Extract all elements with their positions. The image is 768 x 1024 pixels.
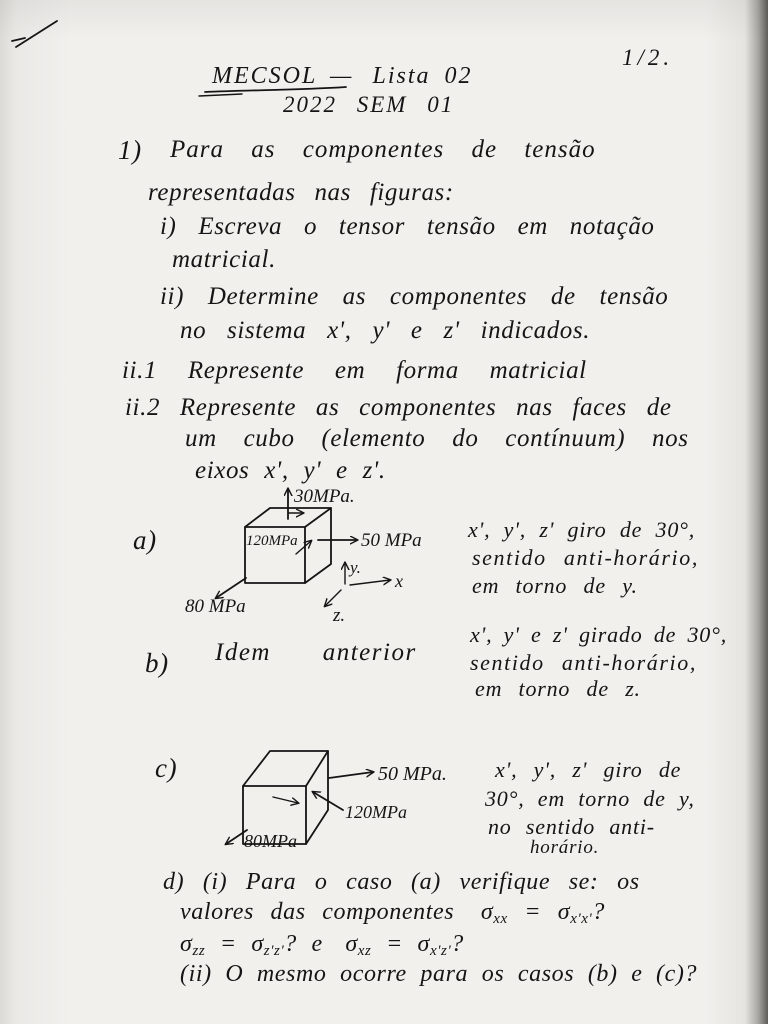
c-stress-bottom-label: 80MPa xyxy=(244,831,297,851)
subscript: xz xyxy=(357,943,372,959)
case-c-note-line-3: no sentido anti- xyxy=(488,814,655,839)
axis-a-x-arrow xyxy=(350,580,390,585)
subscript: xx xyxy=(493,911,508,927)
c-stress-shear-label: 120MPa xyxy=(345,802,407,822)
equation-sigma-xz xyxy=(345,931,464,957)
question-mark: ? xyxy=(284,931,297,957)
case-b-note-line-1: x', y' e z' girado de 30°, xyxy=(470,622,728,647)
item-ii-line-2: no sistema x', y' e z' indicados. xyxy=(180,317,591,344)
a-stress-top-label: 30MPa. xyxy=(294,486,355,507)
question-d-line-3 xyxy=(180,931,464,959)
equals-sign: = xyxy=(386,931,403,957)
question-d-line-2 xyxy=(180,899,605,927)
semester: 2022 SEM 01 xyxy=(283,92,455,117)
case-a-note-line-2: sentido anti-horário, xyxy=(472,545,699,570)
subscript: x'x' xyxy=(570,911,593,927)
sigma-symbol: σ xyxy=(417,931,430,957)
axis-a-z-arrow xyxy=(325,590,341,606)
equation-sigma-xx xyxy=(481,899,605,925)
case-a-note-line-1: x', y', z' giro de 30°, xyxy=(468,517,696,542)
page-number: 1/2. xyxy=(622,45,674,70)
case-c-note-line-4: horário. xyxy=(530,837,600,858)
sigma-symbol: σ xyxy=(557,899,571,925)
axis-a-x-label: x xyxy=(395,571,403,591)
subscript: z'z' xyxy=(263,943,285,959)
equals-sign: = xyxy=(219,931,237,957)
arrow-a-bottom-stress xyxy=(216,578,246,598)
axes-a xyxy=(325,558,403,626)
arrow-c-right-stress xyxy=(329,772,373,778)
item-ii-2-line-3: eixos x', y' e z'. xyxy=(195,457,386,484)
case-b-label: b) xyxy=(145,648,169,678)
item-ii-2-line-2: um cubo (elemento do contínuum) nos xyxy=(185,425,689,452)
axis-a-y-label: y. xyxy=(350,558,361,577)
question-d-line-1 xyxy=(163,870,640,894)
title-line xyxy=(212,64,473,88)
cube-c-right-face xyxy=(306,751,328,844)
c-stress-right-label: 50 MPa. xyxy=(378,763,447,785)
conjunction: e xyxy=(311,931,323,957)
list-name: Lista 02 xyxy=(372,63,473,89)
sigma-symbol: σ xyxy=(251,931,264,957)
subscript: x'z' xyxy=(429,943,452,959)
title-dash: — xyxy=(329,63,352,89)
case-c-note-line-2: 30°, em torno de y, xyxy=(485,786,695,811)
question-mark: ? xyxy=(592,899,605,925)
cube-c-top-face xyxy=(243,751,328,786)
case-c-label: c) xyxy=(155,753,178,783)
check-mark-icon xyxy=(12,21,57,47)
item-i-line-2: matricial. xyxy=(172,246,276,273)
question-intro-line-1: Para as componentes de tensão xyxy=(170,136,596,163)
course-name: MECSOL xyxy=(212,63,318,89)
a-stress-bottom-label: 80 MPa xyxy=(185,596,246,617)
equation-sigma-zz xyxy=(180,931,297,957)
case-b-text: Idem anterior xyxy=(215,639,417,666)
case-b-note-line-2: sentido anti-horário, xyxy=(470,650,697,675)
question-d-text-2: valores das componentes xyxy=(180,899,455,925)
sigma-symbol: σ xyxy=(180,931,193,957)
case-a-note-line-3: em torno de y. xyxy=(472,573,638,598)
case-b-note-line-3: em torno de z. xyxy=(475,676,641,701)
arrow-a-front-shear xyxy=(296,541,311,554)
axis-a-z-label: z. xyxy=(333,605,346,626)
a-stress-front-label: 120MPa xyxy=(246,533,298,549)
question-number: 1) xyxy=(118,135,142,165)
question-d-label: d) xyxy=(163,869,185,895)
title-underline-stroke xyxy=(199,94,242,96)
a-stress-right-label: 50 MPa xyxy=(361,530,422,551)
case-c-note-line-1: x', y', z' giro de xyxy=(495,757,682,782)
case-a-label: a) xyxy=(133,525,157,555)
item-i-line-1: i) Escreva o tensor tensão em notação xyxy=(160,213,655,240)
subscript: zz xyxy=(192,943,206,959)
sigma-symbol: σ xyxy=(480,899,494,925)
question-intro-line-2: representadas nas figuras: xyxy=(148,179,454,206)
question-d-line-4: (ii) O mesmo ocorre para os casos (b) e (c)? xyxy=(180,961,698,987)
cube-a-right-face xyxy=(305,508,331,583)
item-ii-2-line-1: ii.2 Represente as componentes nas faces de xyxy=(125,394,672,421)
arrow-c-front-shear xyxy=(273,797,298,803)
item-ii-1: ii.1 Represente em forma matricial xyxy=(122,357,587,384)
equals-sign: = xyxy=(524,899,542,925)
question-mark: ? xyxy=(451,931,464,957)
item-ii-line-1: ii) Determine as componentes de tensão xyxy=(160,283,669,310)
sigma-symbol: σ xyxy=(345,931,358,957)
question-d-text-1: (i) Para o caso (a) verifique se: os xyxy=(202,869,640,895)
